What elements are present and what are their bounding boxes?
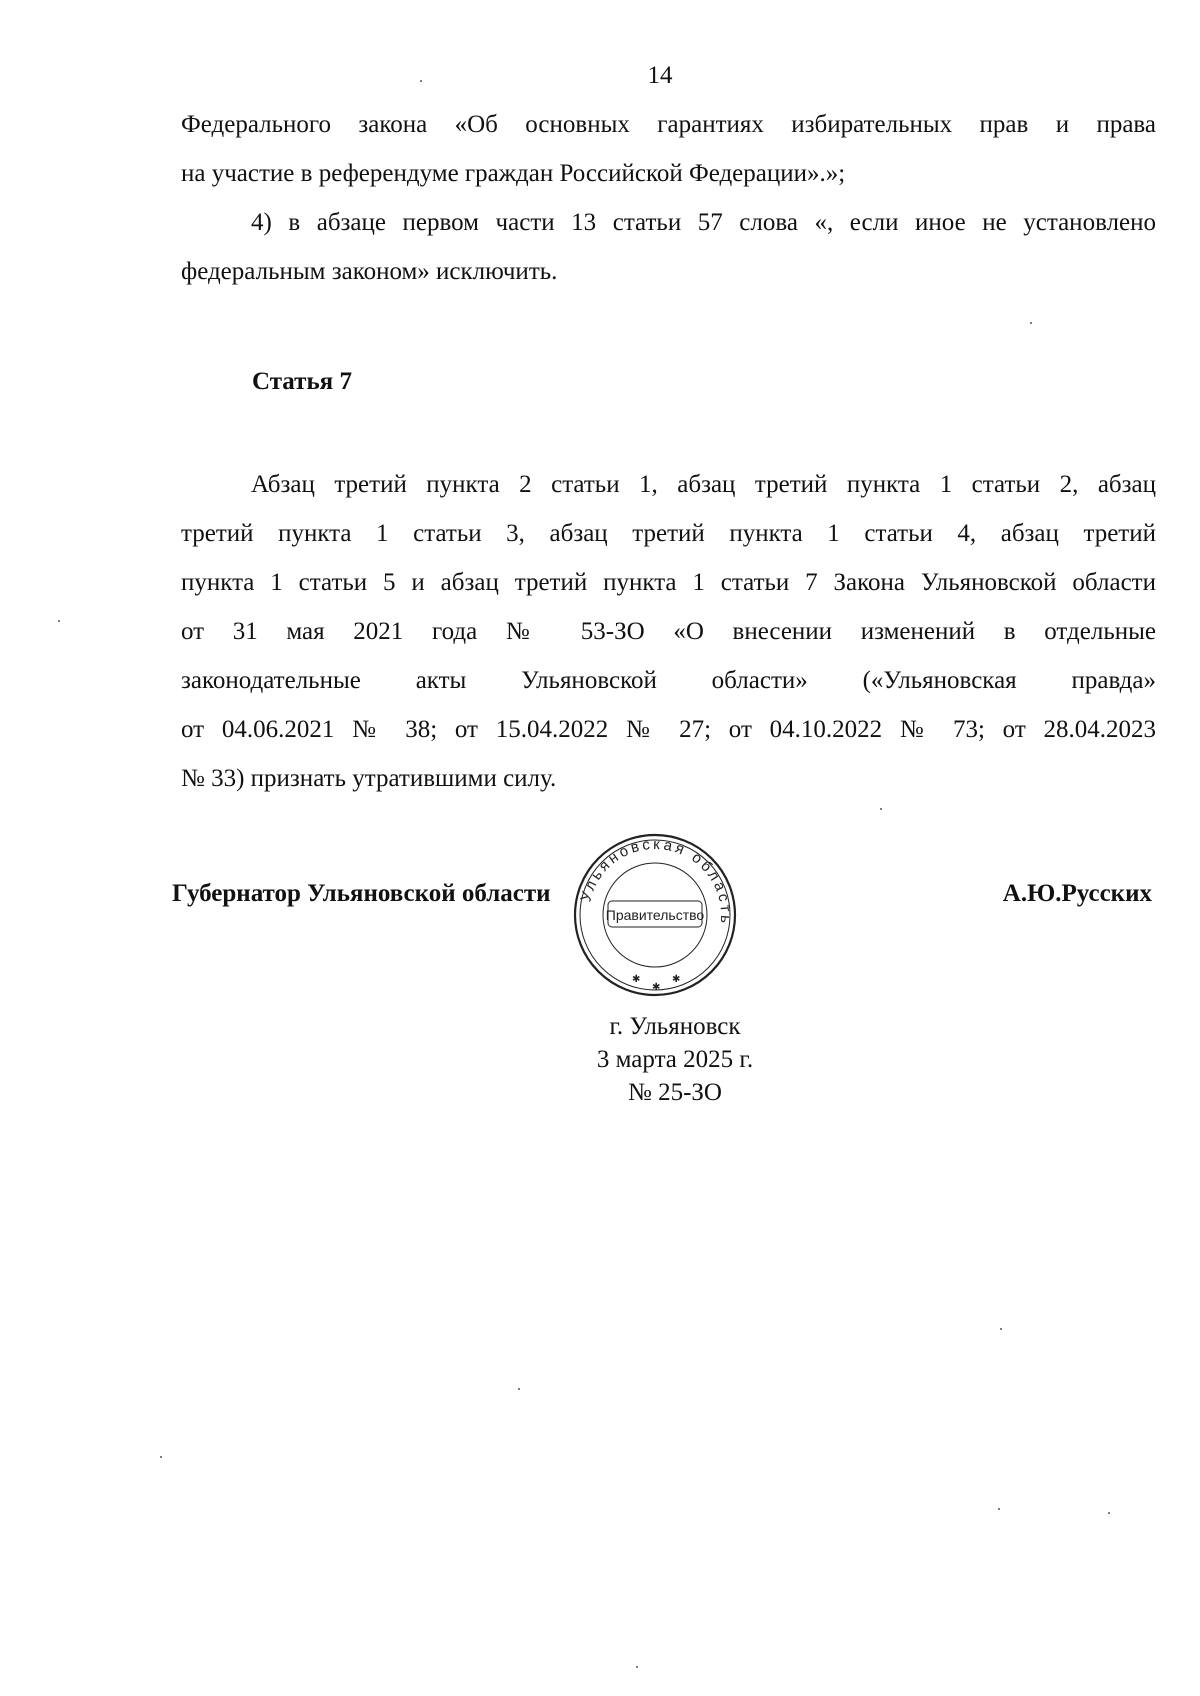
text-line: от 04.06.2021 № 38; от 15.04.2022 № 27; от 04.10.2022 № 73; от 28.04.2023 <box>181 716 1156 743</box>
scan-speck <box>636 1666 638 1668</box>
page-number: 14 <box>647 62 673 89</box>
scan-speck <box>160 1456 162 1458</box>
signature-row <box>172 880 1152 920</box>
scan-speck <box>1108 1512 1110 1514</box>
place-date-block <box>560 1010 790 1109</box>
text-line: от 31 мая 2021 года № 53-ЗО «О внесении изменений в отдельные <box>181 618 1156 645</box>
item-4-paragraph <box>181 198 1156 296</box>
text-line: на участие в референдуме граждан Российской Федерации».»; <box>181 160 846 187</box>
continuation-paragraph <box>181 100 1156 198</box>
seal-star-icon: ✱ <box>672 974 681 985</box>
text-line: федеральным законом» исключить. <box>181 258 558 285</box>
text-line: № 33) признать утратившими силу. <box>181 765 557 792</box>
signatory-title: Губернатор Ульяновской области <box>172 880 551 907</box>
seal-star-icon: ✱ <box>652 982 661 993</box>
article-paragraph <box>181 460 1156 803</box>
date: 3 марта 2025 г. <box>596 1046 754 1073</box>
text-line: пункта 1 статьи 5 и абзац третий пункта 1 статьи 7 Закона Ульяновской области <box>181 569 1156 596</box>
law-number: № 25-ЗО <box>627 1079 722 1106</box>
text-line: Абзац третий пункта 2 статьи 1, абзац третий пункта 1 статьи 2, абзац <box>251 471 1156 498</box>
scan-speck <box>518 1388 520 1390</box>
scan-speck <box>1030 322 1032 324</box>
text-line: Федерального закона «Об основных гарантиях избирательных прав и права <box>181 111 1156 138</box>
text-line: законодательные акты Ульяновской области» («Ульяновская правда» <box>181 667 1156 694</box>
scan-speck <box>58 620 60 622</box>
seal-ring-text: Ульяновская область <box>577 835 735 927</box>
city: г. Ульяновск <box>609 1013 741 1040</box>
scan-speck <box>998 1508 1000 1510</box>
scan-speck <box>420 80 422 82</box>
seal-center-text: Правительство <box>605 907 705 923</box>
article-heading: Статья 7 <box>252 368 352 395</box>
scan-speck <box>880 808 882 810</box>
seal-star-icon: ✱ <box>632 974 641 985</box>
signatory-name: А.Ю.Русских <box>1002 880 1152 907</box>
text-line: 4) в абзаце первом части 13 статьи 57 слова «, если иное не установлено <box>251 209 1156 236</box>
text-line: третий пункта 1 статьи 3, абзац третий пункта 1 статьи 4, абзац третий <box>181 520 1156 547</box>
scan-speck <box>1000 1328 1002 1330</box>
